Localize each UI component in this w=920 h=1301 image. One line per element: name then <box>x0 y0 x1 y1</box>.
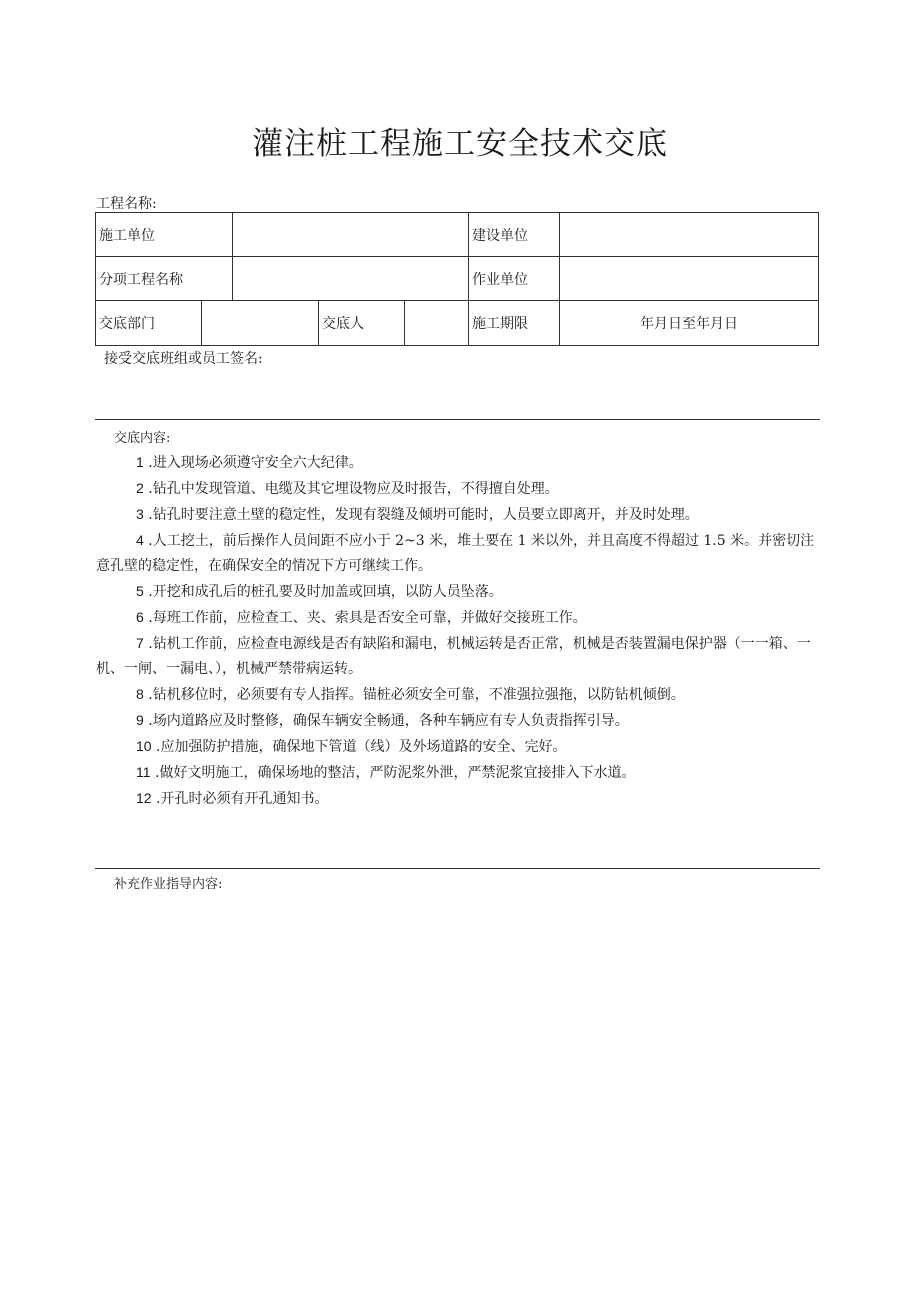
list-item: 12 .开孔时必须有开孔通知书。 <box>136 790 329 807</box>
table-row <box>96 301 819 346</box>
person-label: 交底人 <box>319 301 405 346</box>
list-item: 9 .场内道路应及时整修，确保车辆安全畅通，各种车辆应有专人负责指挥引导。 <box>136 712 629 729</box>
work-unit-label: 作业单位 <box>469 257 560 301</box>
list-item: 1 .进入现场必须遵守安全六大纪律。 <box>136 454 363 471</box>
construction-unit-label: 施工单位 <box>96 213 233 257</box>
period-label: 施工期限 <box>469 301 560 346</box>
construction-unit-value[interactable] <box>233 213 469 257</box>
supplement-label: 补充作业指导内容: <box>114 877 223 892</box>
dept-label: 交底部门 <box>96 301 202 346</box>
table-row <box>96 213 819 257</box>
project-name-label: 工程名称: <box>96 196 157 212</box>
signature-label: 接受交底班组或员工签名: <box>104 351 263 367</box>
content-list <box>96 450 818 812</box>
document-title: 灌注桩工程施工安全技术交底 <box>252 126 668 162</box>
list-item: 4 .人工挖土，前后操作人员间距不应小于 2~3 米，堆土要在 1 米以外，并且高度不得超过 1.5 米。并密切注意孔壁的稳定性，在确保安全的情况下方可继续工作。 <box>96 532 815 574</box>
list-item: 8 .钻机移位时，必须要有专人指挥。锚桩必须安全可靠，不准强拉强拖，以防钻机倾倒。 <box>136 686 685 703</box>
info-table <box>95 212 819 346</box>
content-label: 交底内容: <box>114 431 171 446</box>
list-item: 11 .做好文明施工，确保场地的整洁，严防泥浆外泄，严禁泥浆宜接排入下水道。 <box>136 764 636 781</box>
dept-value[interactable] <box>202 301 319 346</box>
divider <box>95 419 820 420</box>
owner-unit-label: 建设单位 <box>469 213 560 257</box>
person-value[interactable] <box>405 301 469 346</box>
period-value[interactable]: 年月日至年月日 <box>560 301 819 346</box>
work-unit-value[interactable] <box>560 257 819 301</box>
subproject-value[interactable] <box>233 257 469 301</box>
list-item: 10 .应加强防护措施，确保地下管道（线）及外场道路的安全、完好。 <box>136 738 567 755</box>
list-item: 7 .钻机工作前，应检查电源线是否有缺陷和漏电，机械运转是否正常，机械是否装置漏电保护器（一一箱、一机、一闸、一漏电、），机械严禁带病运转。 <box>96 635 811 677</box>
list-item: 2 .钻孔中发现管道、电缆及其它埋设物应及时报告，不得擅自处理。 <box>136 480 559 497</box>
list-item: 6 .每班工作前，应检查工、夹、索具是否安全可靠，并做好交接班工作。 <box>136 609 587 626</box>
list-item: 5 .开挖和成孔后的桩孔要及时加盖或回填，以防人员坠落。 <box>136 583 503 600</box>
owner-unit-value[interactable] <box>560 213 819 257</box>
divider <box>95 868 820 869</box>
table-row <box>96 257 819 301</box>
list-item: 3 .钻孔时要注意土壁的稳定性，发现有裂缝及倾坍可能时，人员要立即离开，并及时处理。 <box>136 506 699 523</box>
subproject-label: 分项工程名称 <box>96 257 233 301</box>
